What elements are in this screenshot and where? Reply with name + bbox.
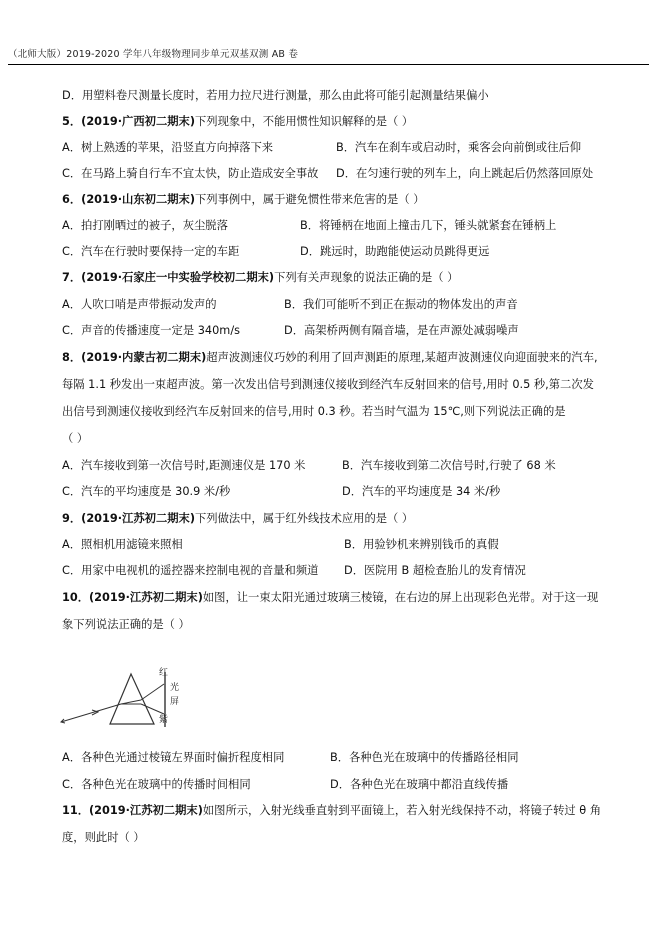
question-11-source: 11．(2019·江苏初二期末)	[62, 804, 203, 817]
question-11-stem-2: 度，则此时（ ）	[62, 831, 145, 844]
q10-option-b: B．各种色光在玻璃中的传播路径相同	[330, 751, 519, 764]
question-8-paren: （ ）	[62, 432, 89, 445]
q8-option-a: A．汽车接收到第一次信号时,距测速仪是 170 米	[62, 459, 306, 472]
refracted-rays	[121, 684, 164, 714]
q6-option-c: C．汽车在行驶时要保持一定的车距	[62, 245, 240, 258]
q5-option-b: B．汽车在刹车或启动时，乘客会向前倒或往后仰	[336, 141, 581, 154]
label-purple: 紫	[159, 715, 169, 725]
question-7	[62, 269, 458, 285]
q10-option-d: D．各种色光在玻璃中都沿直线传播	[330, 778, 509, 791]
prism-figure	[58, 662, 198, 734]
q7-option-d: D．高架桥两侧有隔音墙，是在声源处减弱噪声	[284, 324, 519, 337]
question-9-source: 9．(2019·江苏初二期末)	[62, 512, 195, 525]
q5-option-d: D．在匀速行驶的列车上，向上跳起后仍然落回原处	[336, 167, 594, 180]
label-red: 红	[159, 668, 169, 678]
question-7-source: 7．(2019·石家庄一中实验学校初二期末)	[62, 271, 275, 284]
q9-option-b: B．用验钞机来辨别钱币的真假	[344, 538, 499, 551]
q6-option-a: A．拍打刚晒过的被子，灰尘脱落	[62, 219, 228, 232]
question-5	[62, 113, 413, 129]
q6-option-b: B．将锤柄在地面上撞击几下，锤头就紧套在锤柄上	[300, 219, 557, 232]
question-9	[62, 510, 413, 526]
question-11	[62, 802, 601, 818]
header-divider	[8, 64, 649, 65]
question-10-source: 10．(2019·江苏初二期末)	[62, 591, 203, 604]
q8-option-d: D．汽车的平均速度是 34 米/秒	[342, 485, 501, 498]
question-10	[62, 589, 598, 605]
question-7-stem: 下列有关声现象的说法正确的是（ ）	[274, 271, 459, 284]
question-10-stem-1: 如图，让一束太阳光通过玻璃三棱镜，在右边的屏上出现彩色光带。对于这一现	[202, 591, 599, 604]
question-6-stem: 下列事例中，属于避免惯性带来危害的是（ ）	[195, 193, 425, 206]
q8-option-c: C．汽车的平均速度是 30.9 米/秒	[62, 485, 231, 498]
question-10-stem-2: 象下列说法正确的是（ ）	[62, 618, 190, 631]
q10-option-c: C．各种色光在玻璃中的传播时间相同	[62, 778, 251, 791]
q10-option-a: A．各种色光通过棱镜左界面时偏折程度相同	[62, 751, 285, 764]
question-5-stem: 下列现象中，不能用惯性知识解释的是（ ）	[195, 115, 414, 128]
question-8-stem-2: 每隔 1.1 秒发出一束超声波。第一次发出信号到测速仪接收到经汽车反射回来的信号,用时 0.5 秒,第二次发	[62, 378, 594, 391]
question-6	[62, 191, 425, 207]
q9-option-c: C．用家中电视机的遥控器来控制电视的音量和频道	[62, 564, 319, 577]
q9-option-d: D．医院用 B 超检查胎儿的发育情况	[344, 564, 526, 577]
question-11-stem-1: 如图所示，入射光线垂直射到平面镜上，若入射光线保持不动，将镜子转过 θ 角	[202, 804, 602, 817]
question-8-stem-1: 超声波测速仪巧妙的利用了回声测距的原理,某超声波测速仪向迎面驶来的汽车,	[206, 351, 598, 364]
question-8	[62, 349, 598, 365]
q5-option-c: C．在马路上骑自行车不宜太快，防止造成安全事故	[62, 167, 319, 180]
question-8-stem-3: 出信号到测速仪接收到经汽车反射回来的信号,用时 0.3 秒。若当时气温为 15℃,则下列说法正确的是	[62, 405, 566, 418]
prism-triangle	[110, 674, 154, 724]
q9-option-a: A．照相机用滤镜来照相	[62, 538, 183, 551]
question-5-source: 5．(2019·广西初二期末)	[62, 115, 195, 128]
q5-option-a: A．树上熟透的苹果，沿竖直方向掉落下来	[62, 141, 274, 154]
q8-option-b: B．汽车接收到第二次信号时,行驶了 68 米	[342, 459, 556, 472]
question-8-source: 8．(2019·内蒙古初二期末)	[62, 351, 207, 364]
question-6-source: 6．(2019·山东初二期末)	[62, 193, 195, 206]
page-header: （北师大版）2019-2020 学年八年级物理同步单元双基双测 AB 卷	[8, 49, 299, 60]
label-screen: 屏	[170, 697, 180, 707]
question-9-stem: 下列做法中，属于红外线技术应用的是（ ）	[195, 512, 414, 525]
q7-option-b: B．我们可能听不到正在振动的物体发出的声音	[284, 298, 518, 311]
q7-option-a: A．人吹口哨是声带振动发声的	[62, 298, 217, 311]
label-light: 光	[170, 683, 180, 693]
q6-option-d: D．跳远时，助跑能使运动员跳得更远	[300, 245, 490, 258]
q7-option-c: C．声音的传播速度一定是 340m/s	[62, 324, 241, 337]
q4-option-d: D．用塑料卷尺测量长度时，若用力拉尺进行测量，那么由此将可能引起测量结果偏小	[62, 89, 489, 102]
